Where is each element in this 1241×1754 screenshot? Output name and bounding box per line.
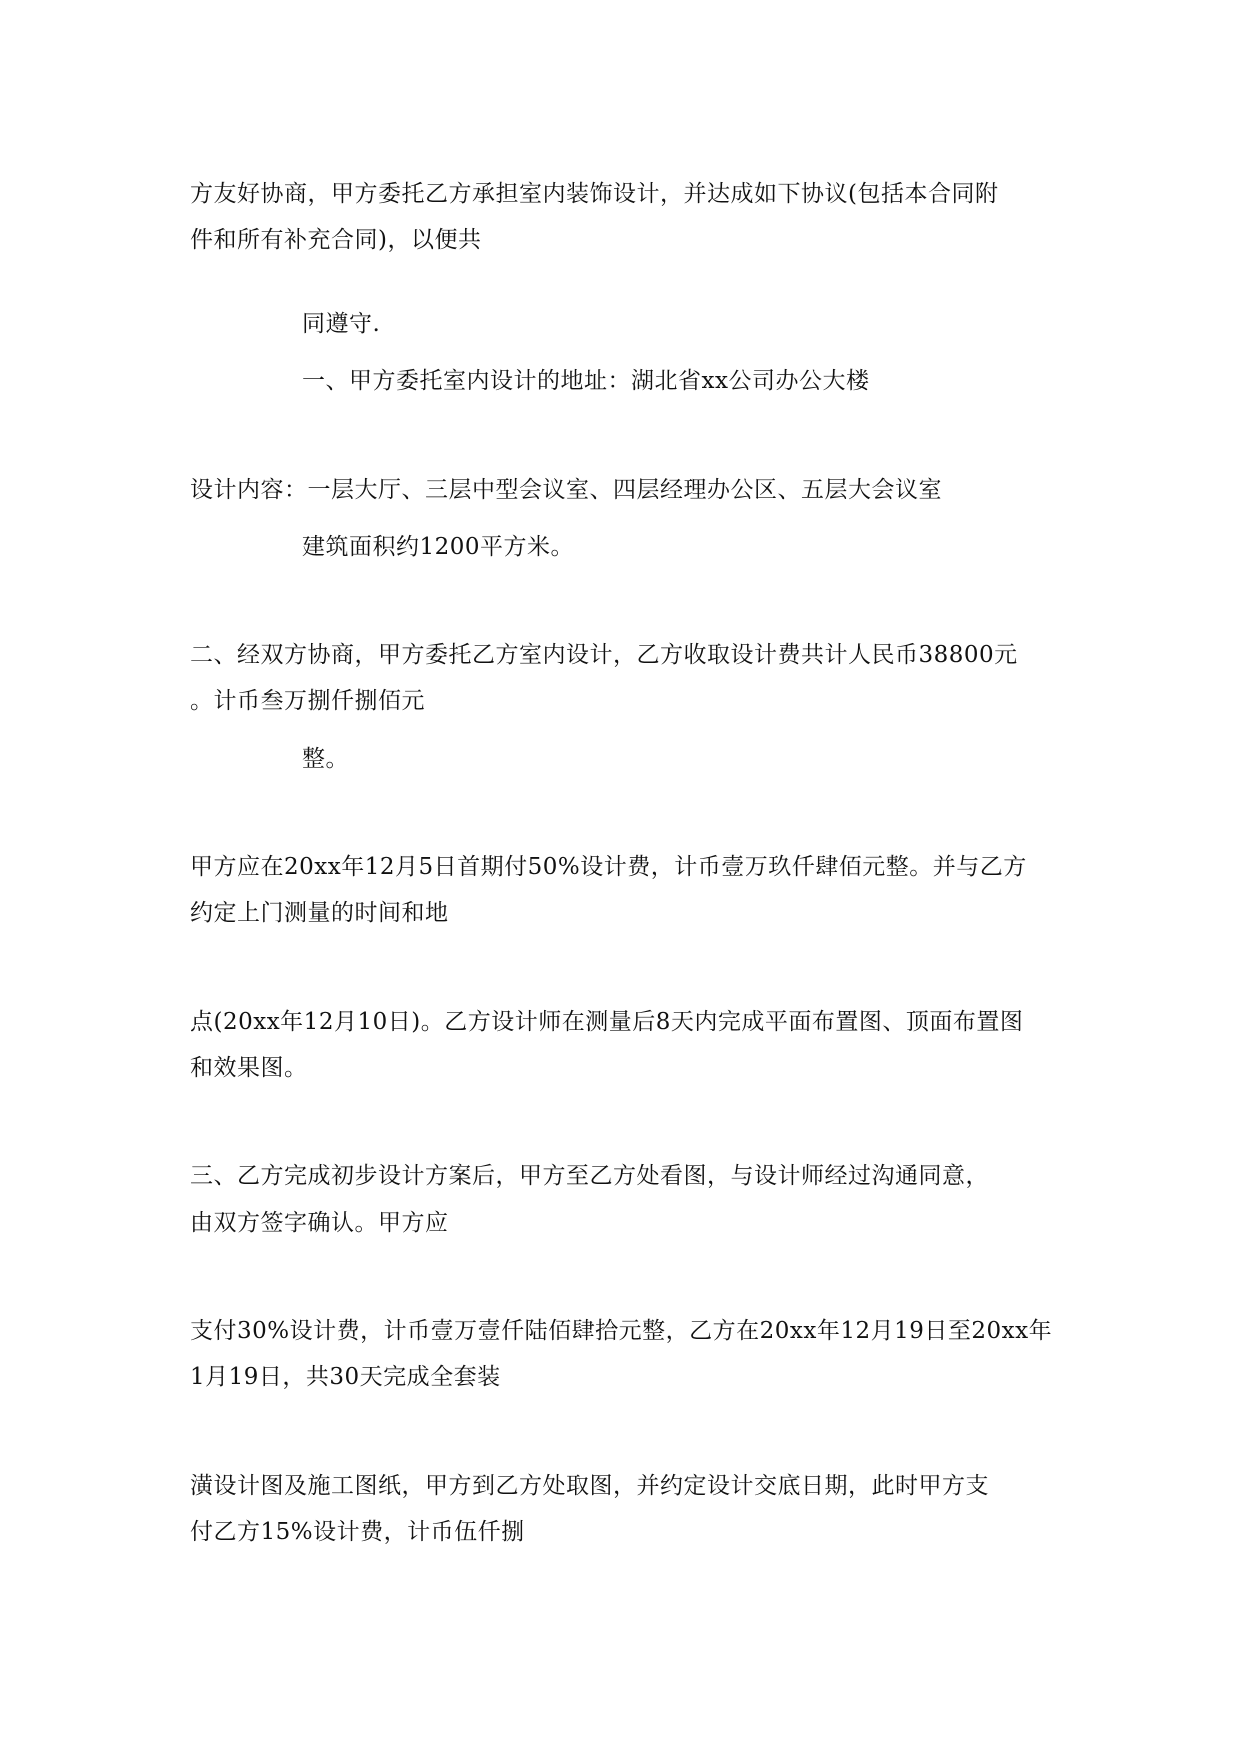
text-line: 点(20xx年12月10日)。乙方设计师在测量后8天内完成平面布置图、顶面布置图 xyxy=(190,1009,1024,1035)
text-line: 件和所有补充合同)，以便共 xyxy=(190,227,482,253)
text-line: 1月19日，共30天完成全套装 xyxy=(190,1364,501,1390)
text-line: 同遵守. xyxy=(302,311,381,337)
text-line: 设计内容：一层大厅、三层中型会议室、四层经理办公区、五层大会议室 xyxy=(190,477,942,503)
text-line: 甲方应在20xx年12月5日首期付50%设计费，计币壹万玖仟肆佰元整。并与乙方 xyxy=(190,854,1027,880)
text-line: 。计币叁万捌仟捌佰元 xyxy=(190,688,425,714)
text-line: 由双方签字确认。甲方应 xyxy=(190,1210,449,1236)
text-line: 潢设计图及施工图纸，甲方到乙方处取图，并约定设计交底日期，此时甲方支 xyxy=(190,1473,989,1499)
section-heading-3: 三、乙方完成初步设计方案后，甲方至乙方处看图，与设计师经过沟通同意， xyxy=(190,1163,989,1189)
section-heading-1: 一、甲方委托室内设计的地址：湖北省xx公司办公大楼 xyxy=(302,368,870,394)
text-line: 支付30%设计费，计币壹万壹仟陆佰肆拾元整，乙方在20xx年12月19日至20xx年 xyxy=(190,1318,1053,1344)
text-line: 整。 xyxy=(302,746,349,772)
text-line: 和效果图。 xyxy=(190,1055,308,1081)
section-heading-2: 二、经双方协商，甲方委托乙方室内设计，乙方收取设计费共计人民币38800元 xyxy=(190,642,1018,668)
text-line: 方友好协商，甲方委托乙方承担室内装饰设计，并达成如下协议(包括本合同附 xyxy=(190,181,999,207)
text-line: 约定上门测量的时间和地 xyxy=(190,900,449,926)
text-line: 付乙方15%设计费，计币伍仟捌 xyxy=(190,1519,525,1545)
text-line: 建筑面积约1200平方米。 xyxy=(302,534,575,560)
